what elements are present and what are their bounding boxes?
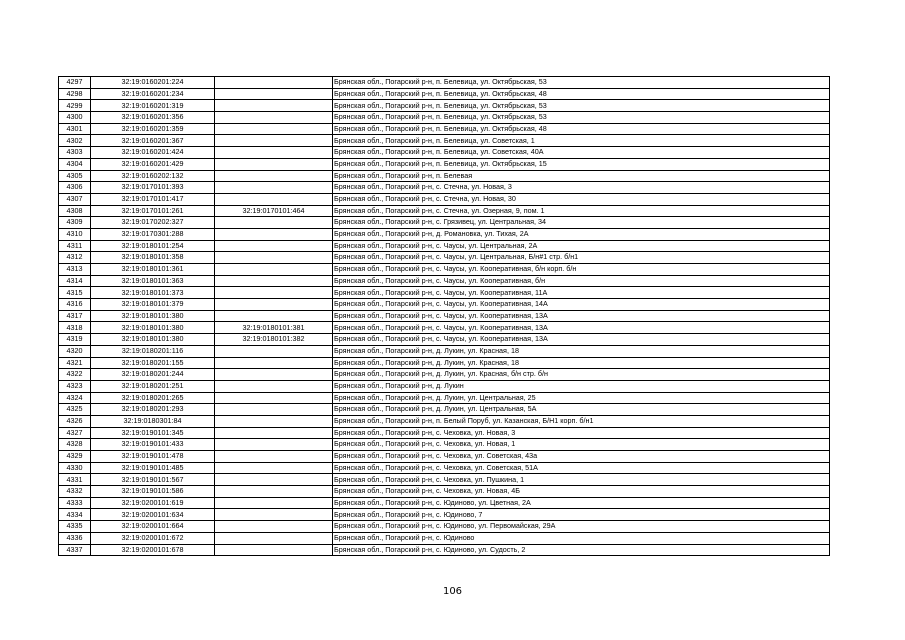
address-cell: Брянская обл., Погарский р-н, п. Белевица, ул. Октябрьская, 53 xyxy=(333,112,830,124)
cadastral-number-cell: 32:19:0160202:132 xyxy=(91,170,215,182)
address-cell: Брянская обл., Погарский р-н, с. Грязивец, ул. Центральная, 34 xyxy=(333,217,830,229)
table-row xyxy=(59,193,830,205)
table-row xyxy=(59,275,830,287)
table-row xyxy=(59,380,830,392)
row-number-cell: 4328 xyxy=(59,439,91,451)
previous-cadastral-number-cell xyxy=(215,77,333,89)
cadastral-number-cell: 32:19:0180201:251 xyxy=(91,380,215,392)
row-number-cell: 4306 xyxy=(59,182,91,194)
row-number-cell: 4309 xyxy=(59,217,91,229)
table-row xyxy=(59,404,830,416)
table-row xyxy=(59,228,830,240)
table-row xyxy=(59,217,830,229)
row-number-cell: 4305 xyxy=(59,170,91,182)
address-cell: Брянская обл., Погарский р-н, с. Чеховка, ул. Пушкина, 1 xyxy=(333,474,830,486)
address-cell: Брянская обл., Погарский р-н, п. Белевая xyxy=(333,170,830,182)
previous-cadastral-number-cell xyxy=(215,544,333,556)
row-number-cell: 4332 xyxy=(59,486,91,498)
row-number-cell: 4304 xyxy=(59,158,91,170)
cadastral-number-cell: 32:19:0180201:244 xyxy=(91,369,215,381)
previous-cadastral-number-cell xyxy=(215,112,333,124)
cadastral-number-cell: 32:19:0170101:261 xyxy=(91,205,215,217)
cadastral-number-cell: 32:19:0170301:288 xyxy=(91,228,215,240)
address-cell: Брянская обл., Погарский р-н, с. Юдиново, ул. Судость, 2 xyxy=(333,544,830,556)
cadastral-number-cell: 32:19:0170101:417 xyxy=(91,193,215,205)
address-cell: Брянская обл., Погарский р-н, с. Чаусы, ул. Кооперативная, 14А xyxy=(333,299,830,311)
address-cell: Брянская обл., Погарский р-н, с. Чеховка, ул. Советская, 43а xyxy=(333,451,830,463)
row-number-cell: 4330 xyxy=(59,462,91,474)
cadastral-number-cell: 32:19:0180101:380 xyxy=(91,334,215,346)
table-row xyxy=(59,264,830,276)
previous-cadastral-number-cell: 32:19:0180101:382 xyxy=(215,334,333,346)
cadastral-number-cell: 32:19:0190101:485 xyxy=(91,462,215,474)
page-number: 106 xyxy=(442,586,463,597)
address-cell: Брянская обл., Погарский р-н, с. Чаусы, ул. Кооперативная, 13А xyxy=(333,310,830,322)
previous-cadastral-number-cell xyxy=(215,135,333,147)
address-cell: Брянская обл., Погарский р-н, д. Лукин, ул. Красная, 18 xyxy=(333,357,830,369)
previous-cadastral-number-cell xyxy=(215,392,333,404)
row-number-cell: 4316 xyxy=(59,299,91,311)
cadastral-number-cell: 32:19:0200101:634 xyxy=(91,509,215,521)
table-row xyxy=(59,392,830,404)
row-number-cell: 4300 xyxy=(59,112,91,124)
address-cell: Брянская обл., Погарский р-н, с. Юдиново, ул. Первомайская, 29А xyxy=(333,521,830,533)
address-cell: Брянская обл., Погарский р-н, с. Стечна, ул. Озерная, 9, пом. 1 xyxy=(333,205,830,217)
address-cell: Брянская обл., Погарский р-н, д. Лукин, ул. Красная, 18 xyxy=(333,345,830,357)
cadastral-number-cell: 32:19:0200101:619 xyxy=(91,497,215,509)
address-cell: Брянская обл., Погарский р-н, с. Стечна, ул. Новая, 3 xyxy=(333,182,830,194)
address-cell: Брянская обл., Погарский р-н, д. Романовка, ул. Тихая, 2А xyxy=(333,228,830,240)
table-row xyxy=(59,415,830,427)
previous-cadastral-number-cell xyxy=(215,427,333,439)
cadastral-number-cell: 32:19:0180201:116 xyxy=(91,345,215,357)
cadastral-number-cell: 32:19:0170101:393 xyxy=(91,182,215,194)
row-number-cell: 4321 xyxy=(59,357,91,369)
table-row xyxy=(59,252,830,264)
row-number-cell: 4323 xyxy=(59,380,91,392)
cadastral-number-cell: 32:19:0180101:358 xyxy=(91,252,215,264)
address-cell: Брянская обл., Погарский р-н, с. Чаусы, ул. Центральная, 2А xyxy=(333,240,830,252)
cadastral-number-cell: 32:19:0180301:84 xyxy=(91,415,215,427)
table-row xyxy=(59,240,830,252)
previous-cadastral-number-cell xyxy=(215,158,333,170)
row-number-cell: 4335 xyxy=(59,521,91,533)
previous-cadastral-number-cell: 32:19:0170101:464 xyxy=(215,205,333,217)
address-cell: Брянская обл., Погарский р-н, с. Юдиново, 7 xyxy=(333,509,830,521)
address-cell: Брянская обл., Погарский р-н, д. Лукин, ул. Центральная, 5А xyxy=(333,404,830,416)
previous-cadastral-number-cell xyxy=(215,88,333,100)
previous-cadastral-number-cell xyxy=(215,100,333,112)
table-row xyxy=(59,147,830,159)
address-cell: Брянская обл., Погарский р-н, с. Чаусы, ул. Кооперативная, б/н xyxy=(333,275,830,287)
row-number-cell: 4337 xyxy=(59,544,91,556)
cadastral-number-cell: 32:19:0200101:678 xyxy=(91,544,215,556)
table-row xyxy=(59,334,830,346)
registry-table-body xyxy=(59,77,830,556)
cadastral-number-cell: 32:19:0180101:379 xyxy=(91,299,215,311)
address-cell: Брянская обл., Погарский р-н, п. Белевица, ул. Октябрьская, 15 xyxy=(333,158,830,170)
table-row xyxy=(59,170,830,182)
cadastral-number-cell: 32:19:0180201:265 xyxy=(91,392,215,404)
row-number-cell: 4313 xyxy=(59,264,91,276)
table-row xyxy=(59,486,830,498)
previous-cadastral-number-cell xyxy=(215,275,333,287)
row-number-cell: 4315 xyxy=(59,287,91,299)
table-row xyxy=(59,474,830,486)
previous-cadastral-number-cell xyxy=(215,228,333,240)
cadastral-number-cell: 32:19:0180201:155 xyxy=(91,357,215,369)
row-number-cell: 4336 xyxy=(59,532,91,544)
cadastral-number-cell: 32:19:0190101:567 xyxy=(91,474,215,486)
previous-cadastral-number-cell xyxy=(215,462,333,474)
row-number-cell: 4317 xyxy=(59,310,91,322)
row-number-cell: 4327 xyxy=(59,427,91,439)
previous-cadastral-number-cell xyxy=(215,240,333,252)
row-number-cell: 4318 xyxy=(59,322,91,334)
address-cell: Брянская обл., Погарский р-н, с. Чаусы, ул. Кооперативная, 11А xyxy=(333,287,830,299)
cadastral-number-cell: 32:19:0160201:224 xyxy=(91,77,215,89)
table-row xyxy=(59,299,830,311)
registry-table xyxy=(58,76,830,556)
address-cell: Брянская обл., Погарский р-н, п. Белевица, ул. Советская, 1 xyxy=(333,135,830,147)
cadastral-number-cell: 32:19:0170202:327 xyxy=(91,217,215,229)
cadastral-number-cell: 32:19:0200101:672 xyxy=(91,532,215,544)
address-cell: Брянская обл., Погарский р-н, д. Лукин, ул. Центральная, 25 xyxy=(333,392,830,404)
table-row xyxy=(59,439,830,451)
row-number-cell: 4308 xyxy=(59,205,91,217)
address-cell: Брянская обл., Погарский р-н, с. Стечна, ул. Новая, 30 xyxy=(333,193,830,205)
previous-cadastral-number-cell: 32:19:0180101:381 xyxy=(215,322,333,334)
previous-cadastral-number-cell xyxy=(215,415,333,427)
table-row xyxy=(59,287,830,299)
cadastral-number-cell: 32:19:0180101:380 xyxy=(91,310,215,322)
cadastral-number-cell: 32:19:0180201:293 xyxy=(91,404,215,416)
address-cell: Брянская обл., Погарский р-н, с. Чеховка, ул. Новая, 1 xyxy=(333,439,830,451)
table-row xyxy=(59,77,830,89)
table-row xyxy=(59,521,830,533)
cadastral-number-cell: 32:19:0180101:254 xyxy=(91,240,215,252)
row-number-cell: 4329 xyxy=(59,451,91,463)
table-row xyxy=(59,205,830,217)
address-cell: Брянская обл., Погарский р-н, с. Чеховка, ул. Новая, 4Б xyxy=(333,486,830,498)
cadastral-number-cell: 32:19:0200101:664 xyxy=(91,521,215,533)
table-row xyxy=(59,357,830,369)
cadastral-number-cell: 32:19:0160201:359 xyxy=(91,123,215,135)
address-cell: Брянская обл., Погарский р-н, п. Белевица, ул. Октябрьская, 48 xyxy=(333,88,830,100)
previous-cadastral-number-cell xyxy=(215,345,333,357)
row-number-cell: 4297 xyxy=(59,77,91,89)
address-cell: Брянская обл., Погарский р-н, с. Чеховка, ул. Новая, 3 xyxy=(333,427,830,439)
previous-cadastral-number-cell xyxy=(215,264,333,276)
table-row xyxy=(59,112,830,124)
address-cell: Брянская обл., Погарский р-н, п. Белевица, ул. Советская, 40А xyxy=(333,147,830,159)
previous-cadastral-number-cell xyxy=(215,147,333,159)
cadastral-number-cell: 32:19:0160201:234 xyxy=(91,88,215,100)
cadastral-number-cell: 32:19:0180101:361 xyxy=(91,264,215,276)
row-number-cell: 4324 xyxy=(59,392,91,404)
table-row xyxy=(59,497,830,509)
previous-cadastral-number-cell xyxy=(215,217,333,229)
address-cell: Брянская обл., Погарский р-н, п. Белевица, ул. Октябрьская, 53 xyxy=(333,77,830,89)
row-number-cell: 4311 xyxy=(59,240,91,252)
row-number-cell: 4307 xyxy=(59,193,91,205)
table-row xyxy=(59,462,830,474)
previous-cadastral-number-cell xyxy=(215,287,333,299)
previous-cadastral-number-cell xyxy=(215,474,333,486)
table-row xyxy=(59,544,830,556)
cadastral-number-cell: 32:19:0160201:367 xyxy=(91,135,215,147)
table-row xyxy=(59,532,830,544)
table-row xyxy=(59,135,830,147)
cadastral-number-cell: 32:19:0160201:429 xyxy=(91,158,215,170)
row-number-cell: 4331 xyxy=(59,474,91,486)
cadastral-number-cell: 32:19:0180101:380 xyxy=(91,322,215,334)
row-number-cell: 4312 xyxy=(59,252,91,264)
table-row xyxy=(59,123,830,135)
address-cell: Брянская обл., Погарский р-н, п. Белевица, ул. Октябрьская, 48 xyxy=(333,123,830,135)
address-cell: Брянская обл., Погарский р-н, п. Белый Поруб, ул. Казанская, Б/Н1 корп. б/н1 xyxy=(333,415,830,427)
table-row xyxy=(59,100,830,112)
row-number-cell: 4334 xyxy=(59,509,91,521)
address-cell: Брянская обл., Погарский р-н, п. Белевица, ул. Октябрьская, 53 xyxy=(333,100,830,112)
address-cell: Брянская обл., Погарский р-н, с. Чеховка, ул. Советская, 51А xyxy=(333,462,830,474)
row-number-cell: 4301 xyxy=(59,123,91,135)
row-number-cell: 4298 xyxy=(59,88,91,100)
previous-cadastral-number-cell xyxy=(215,509,333,521)
row-number-cell: 4325 xyxy=(59,404,91,416)
cadastral-number-cell: 32:19:0190101:586 xyxy=(91,486,215,498)
table-row xyxy=(59,88,830,100)
table-row xyxy=(59,369,830,381)
address-cell: Брянская обл., Погарский р-н, с. Чаусы, ул. Центральная, Б/н#1 стр. б/н1 xyxy=(333,252,830,264)
previous-cadastral-number-cell xyxy=(215,439,333,451)
address-cell: Брянская обл., Погарский р-н, с. Юдиново xyxy=(333,532,830,544)
previous-cadastral-number-cell xyxy=(215,380,333,392)
row-number-cell: 4310 xyxy=(59,228,91,240)
table-row xyxy=(59,322,830,334)
cadastral-number-cell: 32:19:0190101:478 xyxy=(91,451,215,463)
row-number-cell: 4322 xyxy=(59,369,91,381)
address-cell: Брянская обл., Погарский р-н, с. Чаусы, ул. Кооперативная, 13А xyxy=(333,334,830,346)
row-number-cell: 4299 xyxy=(59,100,91,112)
row-number-cell: 4319 xyxy=(59,334,91,346)
cadastral-number-cell: 32:19:0190101:345 xyxy=(91,427,215,439)
table-row xyxy=(59,427,830,439)
row-number-cell: 4302 xyxy=(59,135,91,147)
previous-cadastral-number-cell xyxy=(215,451,333,463)
row-number-cell: 4314 xyxy=(59,275,91,287)
row-number-cell: 4303 xyxy=(59,147,91,159)
previous-cadastral-number-cell xyxy=(215,170,333,182)
cadastral-number-cell: 32:19:0190101:433 xyxy=(91,439,215,451)
previous-cadastral-number-cell xyxy=(215,486,333,498)
previous-cadastral-number-cell xyxy=(215,252,333,264)
address-cell: Брянская обл., Погарский р-н, д. Лукин, ул. Красная, б/н стр. б/н xyxy=(333,369,830,381)
previous-cadastral-number-cell xyxy=(215,497,333,509)
table-row xyxy=(59,158,830,170)
row-number-cell: 4333 xyxy=(59,497,91,509)
address-cell: Брянская обл., Погарский р-н, с. Юдиново, ул. Цветная, 2А xyxy=(333,497,830,509)
previous-cadastral-number-cell xyxy=(215,357,333,369)
row-number-cell: 4326 xyxy=(59,415,91,427)
previous-cadastral-number-cell xyxy=(215,310,333,322)
previous-cadastral-number-cell xyxy=(215,532,333,544)
cadastral-number-cell: 32:19:0180101:363 xyxy=(91,275,215,287)
previous-cadastral-number-cell xyxy=(215,521,333,533)
row-number-cell: 4320 xyxy=(59,345,91,357)
cadastral-number-cell: 32:19:0160201:424 xyxy=(91,147,215,159)
previous-cadastral-number-cell xyxy=(215,182,333,194)
table-row xyxy=(59,509,830,521)
previous-cadastral-number-cell xyxy=(215,123,333,135)
table-row xyxy=(59,182,830,194)
previous-cadastral-number-cell xyxy=(215,193,333,205)
address-cell: Брянская обл., Погарский р-н, д. Лукин xyxy=(333,380,830,392)
cadastral-number-cell: 32:19:0180101:373 xyxy=(91,287,215,299)
address-cell: Брянская обл., Погарский р-н, с. Чаусы, ул. Кооперативная, 13А xyxy=(333,322,830,334)
previous-cadastral-number-cell xyxy=(215,299,333,311)
cadastral-number-cell: 32:19:0160201:319 xyxy=(91,100,215,112)
address-cell: Брянская обл., Погарский р-н, с. Чаусы, ул. Кооперативная, б/н корп. б/н xyxy=(333,264,830,276)
previous-cadastral-number-cell xyxy=(215,369,333,381)
previous-cadastral-number-cell xyxy=(215,404,333,416)
table-row xyxy=(59,310,830,322)
table-row xyxy=(59,451,830,463)
table-row xyxy=(59,345,830,357)
cadastral-number-cell: 32:19:0160201:356 xyxy=(91,112,215,124)
